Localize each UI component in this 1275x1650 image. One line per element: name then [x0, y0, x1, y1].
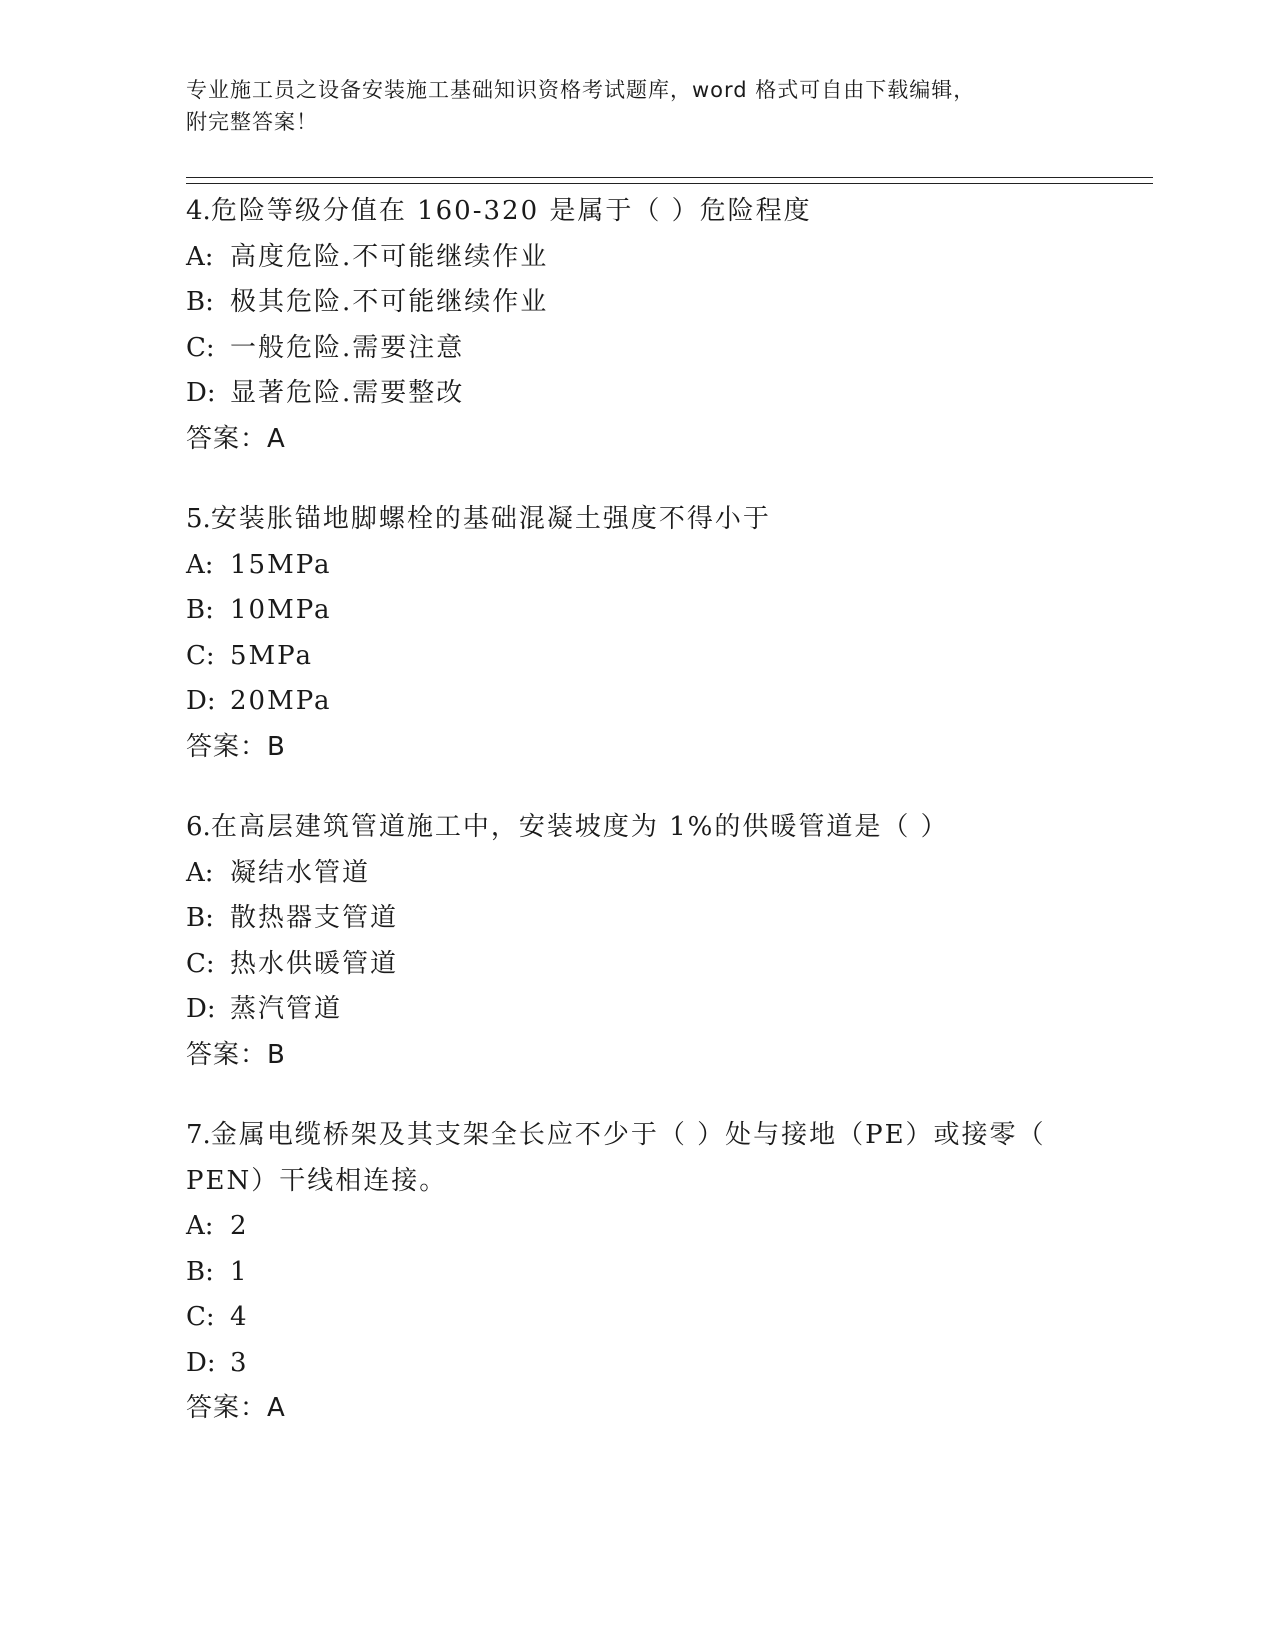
question-stem — [186, 189, 1146, 235]
question-text: 安装胀锚地脚螺栓的基础混凝土强度不得小于 — [210, 504, 771, 534]
option-text: 5MPa — [230, 640, 313, 671]
question-number: 7. — [186, 1120, 211, 1150]
answer-value: B — [267, 1039, 286, 1070]
option-c — [186, 1295, 1146, 1341]
option-letter: A: — [186, 1211, 214, 1241]
option-letter: D: — [186, 378, 216, 408]
option-letter: C: — [186, 948, 215, 979]
answer-label: 答案： — [186, 731, 268, 762]
question-stem — [186, 1113, 1146, 1159]
question-5 — [186, 497, 1146, 770]
option-letter: D: — [186, 686, 216, 716]
question-7 — [186, 1113, 1146, 1432]
option-text: 蒸汽管道 — [230, 994, 343, 1024]
answer-line — [186, 725, 1146, 771]
option-letter: B: — [186, 1256, 214, 1287]
question-stem-continued — [186, 1159, 1146, 1205]
question-text: 危险等级分值在 160-320 是属于（ ）危险程度 — [210, 196, 812, 226]
option-letter: D: — [186, 1347, 216, 1378]
option-b — [186, 280, 1146, 326]
answer-line — [186, 1386, 1146, 1432]
answer-line — [186, 1033, 1146, 1079]
question-number: 5. — [186, 504, 211, 534]
option-d — [186, 371, 1146, 417]
header-line-1: 专业施工员之设备安装施工基础知识资格考试题库，word 格式可自由下载编辑， — [186, 78, 976, 102]
option-text: 15MPa — [230, 549, 332, 580]
option-text: 高度危险.不可能继续作业 — [230, 241, 549, 272]
option-b — [186, 896, 1146, 942]
option-d — [186, 679, 1146, 725]
option-b — [186, 1250, 1146, 1296]
question-6 — [186, 805, 1146, 1078]
option-letter: C: — [186, 1302, 215, 1332]
question-number: 4. — [186, 196, 211, 226]
option-text: 热水供暖管道 — [230, 948, 399, 979]
option-text: 3 — [230, 1347, 249, 1378]
option-a — [186, 235, 1146, 281]
question-number: 6. — [186, 812, 211, 842]
question-text: PEN）干线相连接。 — [186, 1165, 448, 1196]
option-letter: A: — [186, 241, 214, 272]
option-c — [186, 942, 1146, 988]
option-letter: A: — [186, 857, 214, 888]
answer-label: 答案： — [186, 1393, 268, 1423]
option-letter: C: — [186, 640, 215, 671]
question-stem — [186, 805, 1146, 851]
header-line-2: 附完整答案！ — [186, 110, 318, 134]
option-text: 凝结水管道 — [230, 857, 371, 888]
answer-line — [186, 417, 1146, 463]
question-4 — [186, 189, 1146, 462]
answer-value: A — [267, 1393, 286, 1423]
answer-value: B — [267, 731, 286, 762]
question-stem — [186, 497, 1146, 543]
option-d — [186, 987, 1146, 1033]
option-d — [186, 1341, 1146, 1387]
option-text: 散热器支管道 — [230, 903, 399, 933]
option-letter: B: — [186, 903, 214, 933]
answer-value: A — [267, 423, 286, 454]
option-letter: B: — [186, 595, 214, 625]
option-text: 2 — [230, 1211, 249, 1241]
question-list — [186, 189, 1146, 1467]
option-letter: C: — [186, 332, 215, 363]
answer-label: 答案： — [186, 423, 268, 454]
option-text: 一般危险.需要注意 — [230, 332, 465, 363]
header-divider-bottom — [186, 183, 1153, 184]
question-text: 金属电缆桥架及其支架全长应不少于（ ）处与接地（PE）或接零（ — [210, 1120, 1046, 1150]
question-text: 在高层建筑管道施工中，安装坡度为 1%的供暖管道是（ ） — [210, 812, 949, 842]
option-letter: B: — [186, 287, 214, 317]
option-c — [186, 326, 1146, 372]
option-a — [186, 543, 1146, 589]
option-text: 10MPa — [230, 595, 332, 625]
option-letter: D: — [186, 994, 216, 1024]
option-text: 1 — [230, 1256, 249, 1287]
option-text: 显著危险.需要整改 — [230, 378, 465, 408]
option-letter: A: — [186, 549, 214, 580]
option-text: 4 — [230, 1302, 249, 1332]
document-header — [186, 74, 1086, 138]
option-a — [186, 1204, 1146, 1250]
option-b — [186, 588, 1146, 634]
option-a — [186, 851, 1146, 897]
option-c — [186, 634, 1146, 680]
header-divider-top — [186, 177, 1153, 178]
answer-label: 答案： — [186, 1039, 268, 1070]
option-text: 极其危险.不可能继续作业 — [230, 287, 549, 317]
option-text: 20MPa — [230, 686, 332, 716]
